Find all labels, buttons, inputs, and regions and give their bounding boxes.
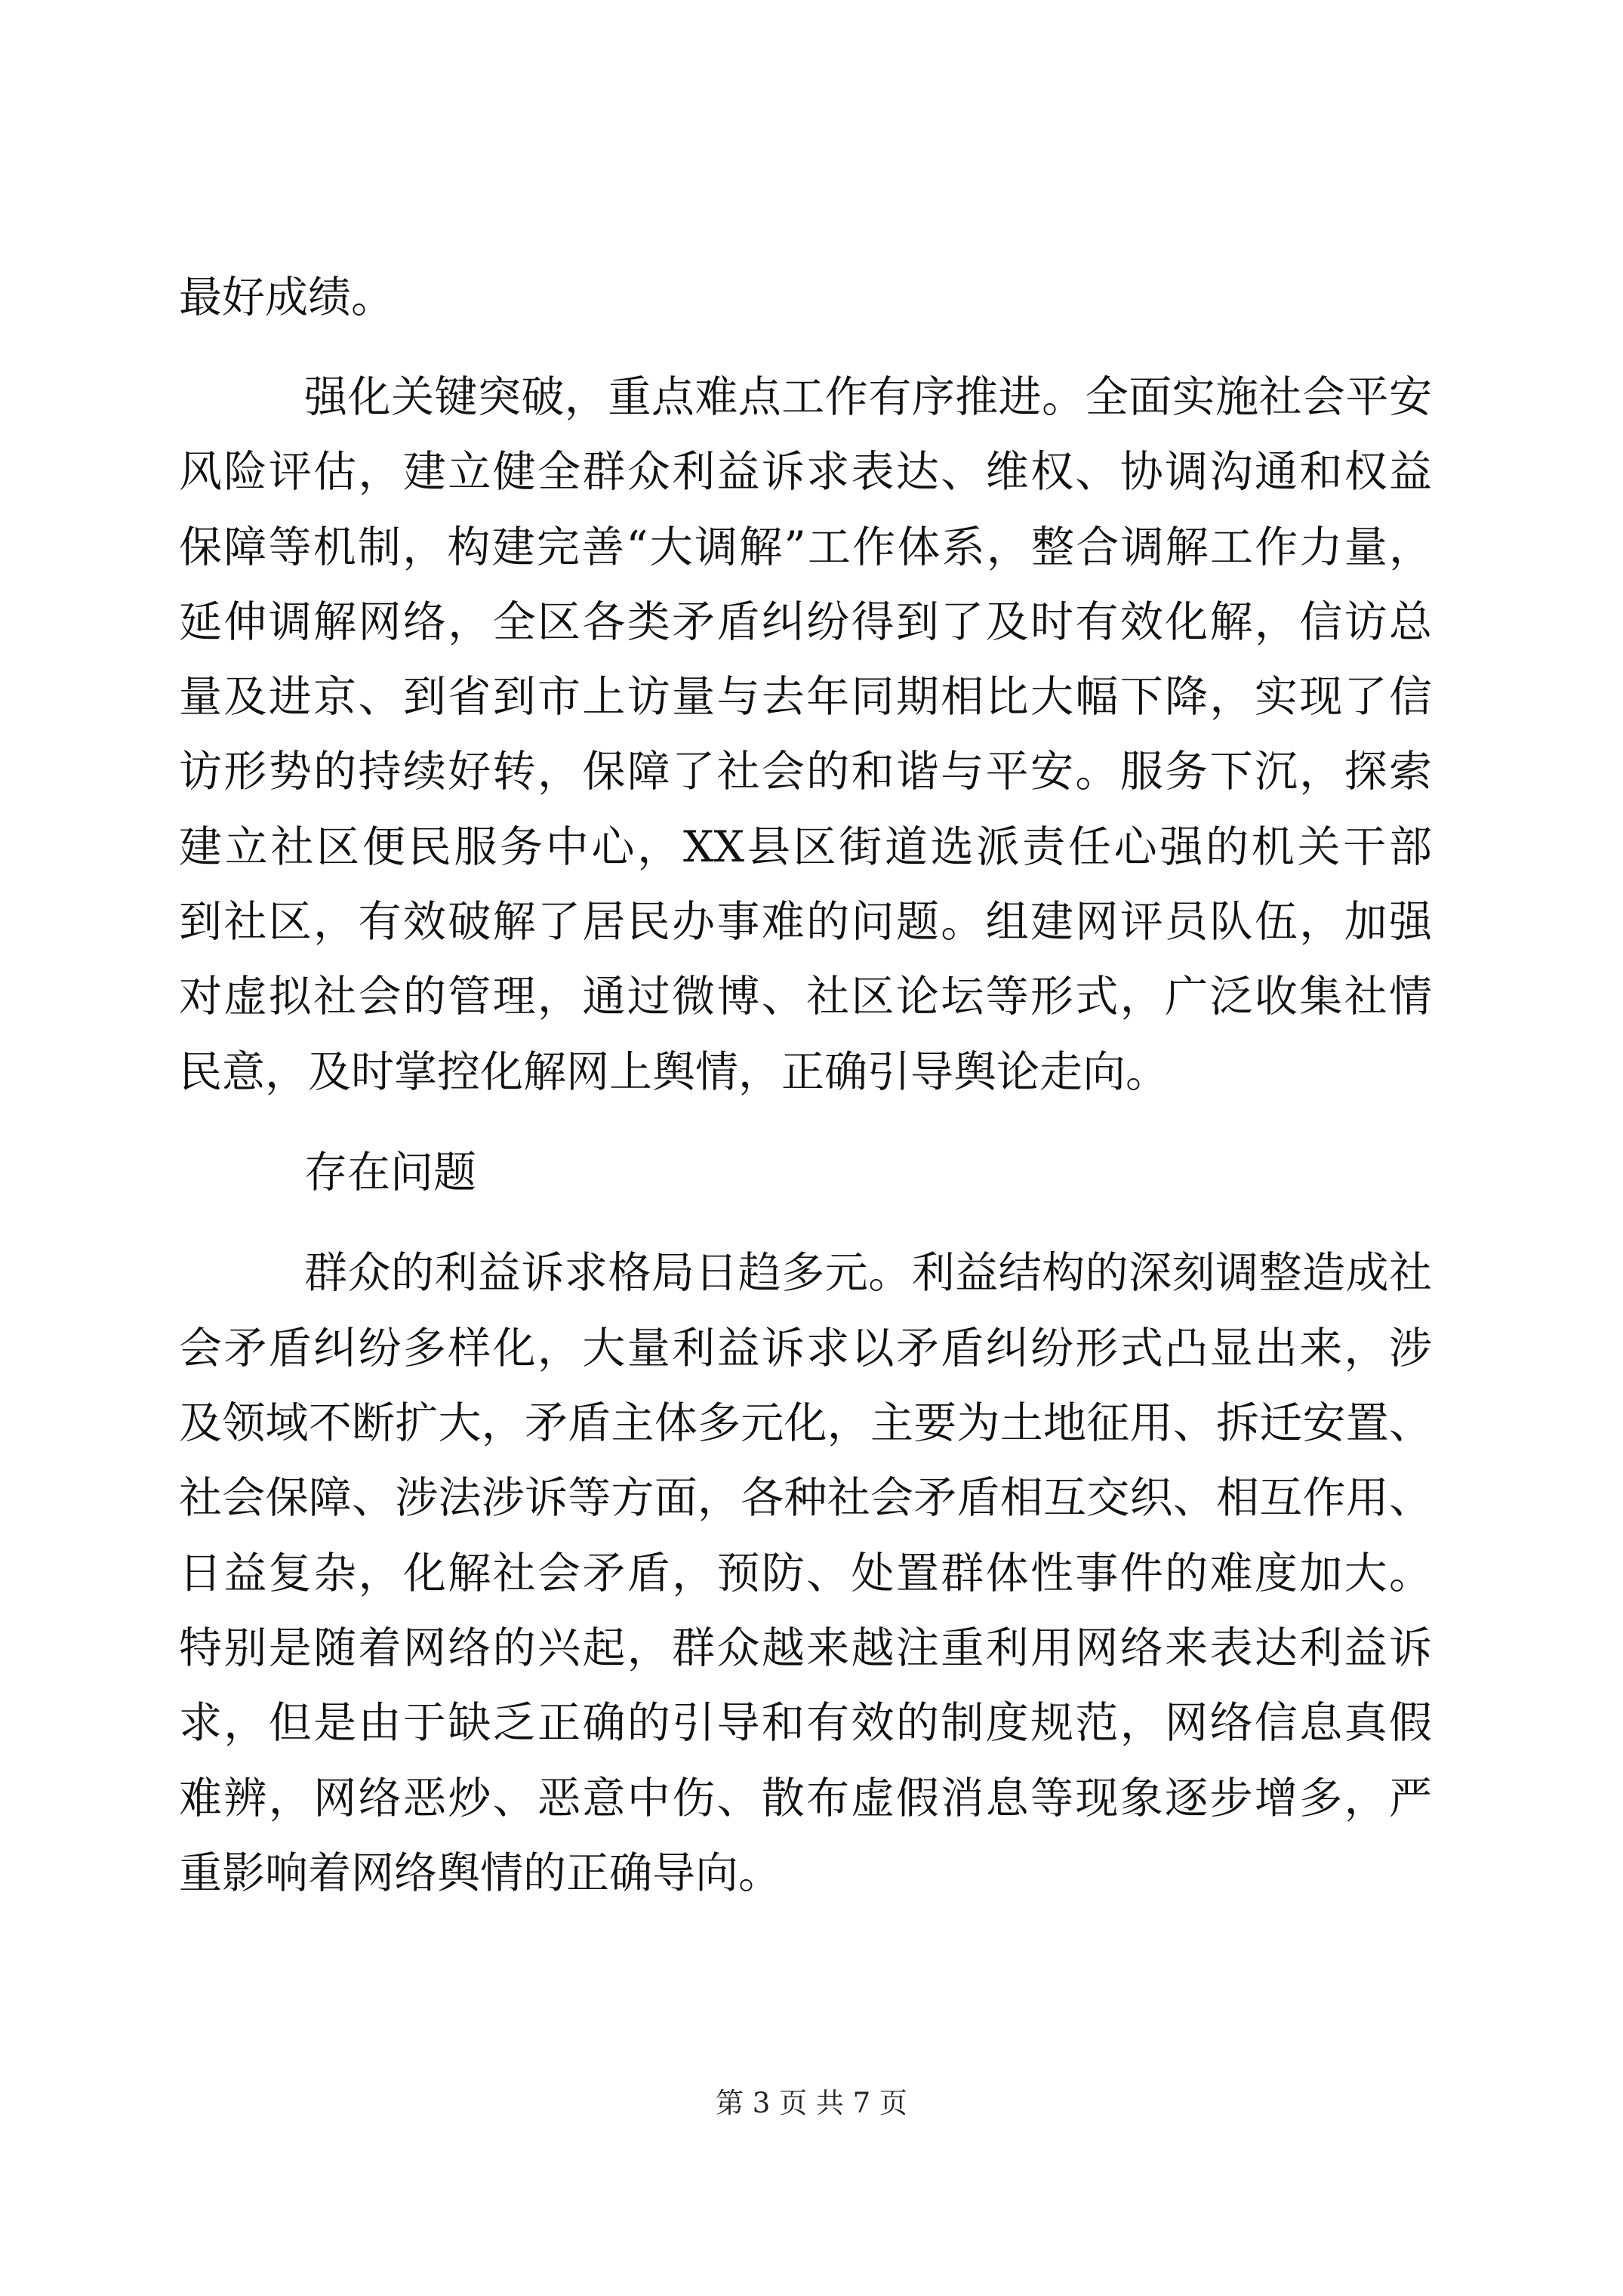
paragraph-line: 重影响着网络舆情的正确导向。 [179, 1848, 781, 1898]
paragraph-line: 量及进京、到省到市上访量与去年同期相比大幅下降，实现了信 [179, 672, 1432, 722]
paragraph-line: 对虚拟社会的管理，通过微博、社区论坛等形式，广泛收集社情 [179, 972, 1432, 1022]
paragraph-line: 访形势的持续好转，保障了社会的和谐与平安。服务下沉，探索 [179, 747, 1432, 797]
paragraph-line: 社会保障、涉法涉诉等方面，各种社会矛盾相互交织、相互作用、 [179, 1473, 1432, 1523]
section-heading: 存在问题 [304, 1148, 476, 1197]
paragraph-line: 特别是随着网络的兴起，群众越来越注重利用网络来表达利益诉 [179, 1623, 1432, 1673]
paragraph-line: 群众的利益诉求格局日趋多元。利益结构的深刻调整造成社 [304, 1248, 1432, 1298]
paragraph-line: 难辨，网络恶炒、恶意中伤、散布虚假消息等现象逐步增多，严 [179, 1774, 1432, 1823]
paragraph-line: 及领域不断扩大，矛盾主体多元化，主要为土地征用、拆迁安置、 [179, 1398, 1432, 1448]
paragraph-line: 求，但是由于缺乏正确的引导和有效的制度规范，网络信息真假 [179, 1698, 1432, 1748]
paragraph-line: 建立社区便民服务中心，XX县区街道选派责任心强的机关干部 [179, 822, 1432, 872]
paragraph-line: 日益复杂，化解社会矛盾，预防、处置群体性事件的难度加大。 [179, 1549, 1432, 1598]
paragraph-line: 延伸调解网络，全区各类矛盾纠纷得到了及时有效化解，信访总 [179, 597, 1432, 647]
paragraph-line: 会矛盾纠纷多样化，大量利益诉求以矛盾纠纷形式凸显出来，涉 [179, 1324, 1432, 1373]
paragraph-line: 民意，及时掌控化解网上舆情，正确引导舆论走向。 [179, 1047, 1169, 1097]
paragraph-line: 强化关键突破，重点难点工作有序推进。全面实施社会平安 [304, 372, 1432, 422]
paragraph-line: 到社区，有效破解了居民办事难的问题。组建网评员队伍，加强 [179, 897, 1432, 947]
paragraph-line: 最好成绩。 [179, 273, 394, 322]
paragraph-line: 风险评估，建立健全群众利益诉求表达、维权、协调沟通和权益 [179, 447, 1432, 497]
paragraph-line: 保障等机制，构建完善“大调解”工作体系，整合调解工作力量， [179, 522, 1432, 572]
page-number-footer: 第 3 页 共 7 页 [716, 2087, 907, 2119]
